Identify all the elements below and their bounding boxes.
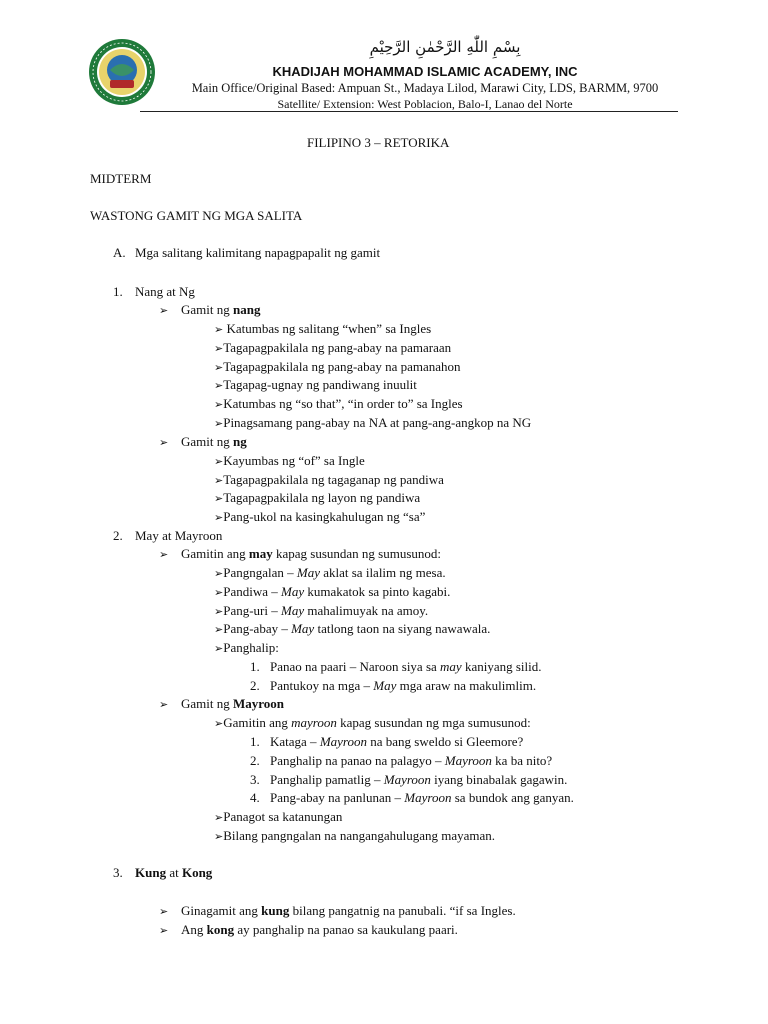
arrow-bullet-icon: ➢ [214,829,224,843]
arrow-bullet-icon: ➢ [159,698,169,711]
nang-point-text: Katumbas ng salitang “when” sa Ingles [223,321,432,336]
ng-point [214,454,365,467]
doc-title: FILIPINO 3 – RETORIKA [307,135,450,150]
arrow-bullet-icon: ➢ [214,473,224,487]
mayroon-subitem: 1. Kataga – Mayroon na bang sweldo si Gleemore? [250,734,524,749]
mayroon-subitem: 4. Pang-abay na panlunan – Mayroon sa bundok ang ganyan. [250,790,574,806]
arrow-bullet-icon: ➢ [214,623,224,637]
nang-point [214,397,463,410]
may-heading: ➢ Gamitin ang may kapag susundan ng sumusunod: [159,546,442,561]
mayroon-point-text: Bilang pangngalan na nangangahulugang mayaman. [223,827,496,843]
ng-point-text: Tagapagpakilala ng layon ng pandiwa [223,490,421,506]
may-point: ➢Pang-abay – May tatlong taon na siyang nawawala. [214,621,491,637]
main-office-address: Main Office/Original Based: Ampuan St., Madaya Lilod, Marawi City, LDS, BARMM, 9700 [191,81,659,95]
header-divider [140,111,678,112]
basmala: بِسْمِ اللّٰهِ الرَّحْمٰنِ الرَّحِيْمِ [369,38,521,56]
nang-point [214,341,451,354]
item-1-title: Nang at Ng [135,284,195,299]
mayroon-subitem: 2. Panghalip na panao na palagyo – Mayroon ka ba nito? [250,752,553,768]
arrow-bullet-icon: ➢ [214,811,224,824]
nang-point-text: Katumbas ng “so that”, “in order to” sa Ingles [223,396,463,412]
item-1 [113,285,195,298]
arrow-bullet-icon: ➢ [214,567,224,580]
arrow-bullet-icon: ➢ [159,304,169,317]
topic-heading: WASTONG GAMIT NG MGA SALITA [90,208,303,223]
nang-point-text: Tagapagpakilala ng pang-abay na pamaraan [223,339,452,355]
arrow-bullet-icon: ➢ [159,923,169,937]
may-point: ➢Pandiwa – May kumakatok sa pinto kagabi. [214,583,451,599]
section-a-text: Mga salitang kalimitang napagpapalit ng gamit [135,245,381,260]
school-name: KHADIJAH MOHAMMAD ISLAMIC ACADEMY, INC [272,64,578,79]
ng-point-text: Tagapagpakilala ng tagaganap ng pandiwa [223,471,444,487]
nang-point [214,322,431,335]
ng-point [214,510,425,523]
subitem-number: 1. [250,659,260,674]
arrow-bullet-icon: ➢ [214,360,224,374]
item-2 [113,529,222,542]
subitem-number: 4. [250,790,260,806]
ng-heading: ➢ Gamit ng ng [159,434,247,449]
kung-point: ➢ Ang kong ay panghalip na panao sa kaukulang paari. [159,921,458,937]
may-point: ➢Pang-uri – May mahalimuyak na amoy. [214,602,429,618]
arrow-bullet-icon: ➢ [214,379,224,393]
school-logo [88,38,156,106]
kung-point: ➢ Ginagamit ang kung bilang pangatnig na panubali. “if sa Ingles. [159,903,516,918]
ng-point [214,473,444,486]
item-3: 3. Kung at Kong [113,865,213,880]
mayroon-point [214,810,342,823]
mayroon-heading: ➢ Gamit ng Mayroon [159,696,285,711]
panghalip-subitem: 2. Pantukoy na mga – May mga araw na makulimlim. [250,677,537,693]
ng-point [214,491,420,504]
item-1-number: 1. [113,284,123,299]
arrow-bullet-icon: ➢ [214,642,224,655]
arrow-bullet-icon: ➢ [214,398,224,412]
mayroon-subitem: 3. Panghalip pamatlig – Mayroon iyang binabalak gagawin. [250,771,568,787]
arrow-bullet-icon: ➢ [159,436,169,449]
nang-point [214,416,531,429]
subitem-number: 2. [250,677,260,693]
ng-point-text: Kayumbas ng “of” sa Ingle [223,453,365,468]
nang-heading: ➢ Gamit ng nang [159,302,261,317]
arrow-bullet-icon: ➢ [214,511,224,525]
panghalip-subitem: 1. Panao na paari – Naroon siya sa may kaniyang silid. [250,659,542,674]
section-a [113,246,380,259]
nang-point-text: Tagapagpakilala ng pang-abay na pamanahon [223,358,461,374]
arrow-bullet-icon: ➢ [214,492,224,506]
subitem-number: 2. [250,752,260,768]
mayroon-point-text: Panagot sa katanungan [223,809,343,824]
arrow-bullet-icon: ➢ [159,905,169,918]
arrow-bullet-icon: ➢ [214,341,224,355]
section-a-number: A. [113,245,126,260]
nang-point-text: Pinagsamang pang-abay na NA at pang-ang-angkop na NG [223,415,532,430]
nang-point-text: Tagapag-ugnay ng pandiwang inuulit [223,377,417,393]
may-point: ➢Pangngalan – May aklat sa ilalim ng mesa. [214,565,446,580]
panghalip-point: ➢Panghalip: [214,640,279,655]
ng-point-text: Pang-ukol na kasingkahulugan ng “sa” [223,509,426,525]
nang-point [214,378,417,391]
arrow-bullet-icon: ➢ [214,717,224,730]
item-2-title: May at Mayroon [135,528,223,543]
arrow-bullet-icon: ➢ [214,455,224,468]
arrow-bullet-icon: ➢ [159,548,169,561]
satellite-address: Satellite/ Extension: West Poblacion, Balo-I, Lanao del Norte [277,97,573,111]
item-2-number: 2. [113,528,123,543]
nang-point [214,360,461,373]
arrow-bullet-icon: ➢ [214,585,224,599]
arrow-bullet-icon: ➢ [214,417,224,430]
subitem-number: 1. [250,734,260,749]
arrow-bullet-icon: ➢ [214,604,224,618]
mayroon-point [214,829,495,842]
mayroon-intro: ➢Gamitin ang mayroon kapag susundan ng mga sumusunod: [214,715,531,730]
arrow-bullet-icon: ➢ [214,323,224,336]
item-3-number: 3. [113,865,123,880]
subitem-number: 3. [250,771,260,787]
term-label: MIDTERM [90,171,152,186]
